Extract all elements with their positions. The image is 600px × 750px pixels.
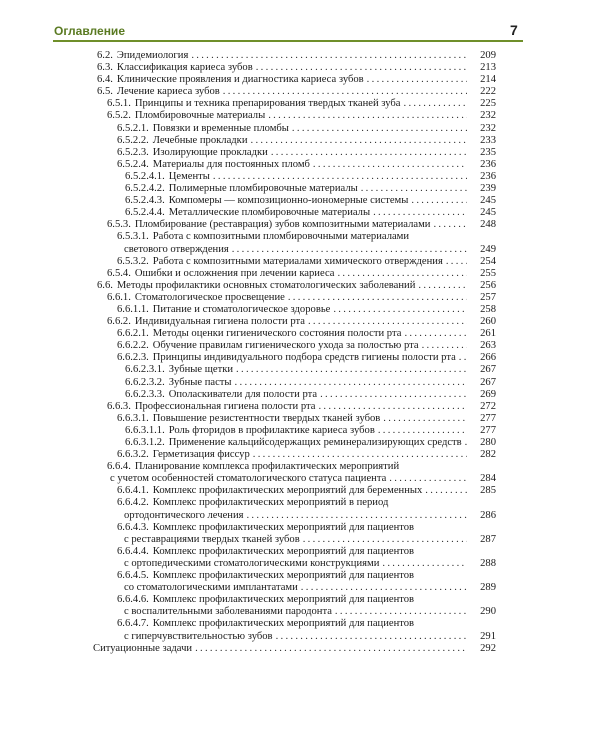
toc-entry[interactable] xyxy=(0,631,600,643)
toc-entry-page: 277 xyxy=(480,424,496,436)
toc-entry-number: 6.5.2.3. xyxy=(117,146,149,158)
toc-leader-dots xyxy=(318,401,467,413)
toc-entry[interactable] xyxy=(0,425,600,437)
toc-leader-dots xyxy=(191,50,467,62)
toc-leader-dots xyxy=(213,171,467,183)
toc-entry-page: 260 xyxy=(480,316,496,328)
toc-entry[interactable] xyxy=(0,437,600,449)
toc-entry-title: Герметизация фиссур xyxy=(152,449,250,461)
toc-entry-title: Пломбирование (реставрация) зубов композитными материалами xyxy=(134,219,431,231)
toc-entry[interactable] xyxy=(0,473,600,485)
toc-leader-dots xyxy=(382,558,467,570)
toc-entry-title: Комплекс профилактических мероприятий для беременных xyxy=(152,485,423,497)
toc-entry[interactable] xyxy=(0,340,600,352)
toc-entry-title: Комплекс профилактических мероприятий для пациентов xyxy=(152,570,415,582)
toc-entry-number: 6.6.3.1. xyxy=(117,412,149,424)
header-page-number: 7 xyxy=(510,22,518,38)
toc-entry[interactable] xyxy=(0,389,600,401)
toc-entry-page: 282 xyxy=(480,449,496,461)
toc-entry-number: 6.6.2.3.3. xyxy=(125,388,165,400)
toc-entry-number: 6.5.3.1. xyxy=(117,231,149,243)
toc-entry[interactable] xyxy=(0,268,600,280)
toc-entry-number: 6.6.2. xyxy=(107,316,131,328)
toc-entry-title: с реставрациями твердых тканей зубов xyxy=(124,533,300,545)
toc-entry-number: 6.6. xyxy=(97,279,113,291)
toc-entry-number: 6.5.4. xyxy=(107,267,131,279)
toc-entry-title: Работа с композитными материалами химического отверждения xyxy=(152,255,443,267)
toc-entry[interactable] xyxy=(0,244,600,256)
toc-entry-title: Лечение кариеса зубов xyxy=(116,86,220,98)
toc-leader-dots xyxy=(425,485,467,497)
toc-entry-page: 284 xyxy=(480,473,496,485)
toc-leader-dots xyxy=(422,340,467,352)
toc-leader-dots xyxy=(459,352,467,364)
toc-entry-page: 239 xyxy=(480,183,496,195)
toc-entry-number: 6.5.2.4.2. xyxy=(125,183,165,195)
toc-entry-page: 258 xyxy=(480,303,496,315)
toc-entry-number: 6.6.2.2. xyxy=(117,340,149,352)
toc-entry[interactable] xyxy=(0,534,600,546)
toc-leader-dots xyxy=(313,159,467,171)
toc-leader-dots xyxy=(337,268,467,280)
toc-entry-number: 6.6.2.3.2. xyxy=(125,376,165,388)
toc-entry-number: 6.6.4.2. xyxy=(117,497,149,509)
toc-entry-page: 232 xyxy=(480,122,496,134)
toc-entry[interactable] xyxy=(0,74,600,86)
toc-entry[interactable] xyxy=(0,522,600,534)
toc-entry-page: 249 xyxy=(480,243,496,255)
toc-entry[interactable] xyxy=(0,98,600,110)
toc-entry-page: 214 xyxy=(480,74,496,86)
toc-entry-number: 6.6.4.3. xyxy=(117,521,149,533)
toc-entry-title: с учетом особенностей стоматологического статуса пациента xyxy=(110,473,387,485)
toc-entry-page: 267 xyxy=(480,376,496,388)
toc-entry-number: 6.6.4.4. xyxy=(117,545,149,557)
toc-entry-title: Стоматологическое просвещение xyxy=(134,291,285,303)
toc-entry-page: 235 xyxy=(480,146,496,158)
toc-entry-number: 6.6.2.3.1. xyxy=(125,364,165,376)
toc-entry-page: 267 xyxy=(480,364,496,376)
toc-entry-title: Комплекс профилактических мероприятий для пациентов xyxy=(152,521,415,533)
toc-leader-dots xyxy=(333,304,467,316)
toc-entry-title: ортодонтического лечения xyxy=(124,509,244,521)
toc-entry-title: Ошибки и осложнения при лечении кариеса xyxy=(134,267,335,279)
toc-entry[interactable] xyxy=(0,401,600,413)
toc-entry-number: 6.6.3.1.1. xyxy=(125,424,165,436)
toc-entry-title: Изолирующие прокладки xyxy=(152,146,268,158)
toc-entry[interactable] xyxy=(0,147,600,159)
toc-entry[interactable] xyxy=(0,328,600,340)
toc-entry-page: 213 xyxy=(480,62,496,74)
toc-entry-page: 232 xyxy=(480,110,496,122)
toc-entry-number: 6.6.4. xyxy=(107,461,131,473)
toc-entry-number: 6.6.4.6. xyxy=(117,594,149,606)
toc-entry-title: Обучение правилам гигиенического ухода за полостью рта xyxy=(152,340,419,352)
toc-leader-dots xyxy=(251,135,468,147)
toc-entry-title: Комплекс профилактических мероприятий в период xyxy=(152,497,389,509)
toc-entry-title: Ситуационные задачи xyxy=(93,642,193,654)
toc-entry-page: 291 xyxy=(480,630,496,642)
toc-entry-title: Планирование комплекса профилактических мероприятий xyxy=(134,461,400,473)
toc-entry-title: с гиперчувствительностью зубов xyxy=(124,630,273,642)
toc-entry-page: 292 xyxy=(480,642,496,654)
toc-entry-title: Методы оценки гигиенического состояния полости рта xyxy=(152,328,402,340)
toc-entry-number: 6.5.2.2. xyxy=(117,134,149,146)
toc-leader-dots xyxy=(235,377,467,389)
toc-entry[interactable] xyxy=(0,643,600,655)
toc-entry[interactable] xyxy=(0,292,600,304)
toc-entry-page: 289 xyxy=(480,582,496,594)
toc-entry-page: 245 xyxy=(480,195,496,207)
toc-leader-dots xyxy=(223,86,467,98)
toc-leader-dots xyxy=(383,413,467,425)
toc-leader-dots xyxy=(256,62,467,74)
toc-leader-dots xyxy=(320,389,467,401)
toc-entry[interactable] xyxy=(0,183,600,195)
toc-entry[interactable] xyxy=(0,364,600,376)
toc-entry-title: Лечебные прокладки xyxy=(152,134,248,146)
toc-entry[interactable] xyxy=(0,207,600,219)
toc-leader-dots xyxy=(433,219,467,231)
toc-leader-dots xyxy=(268,110,467,122)
toc-entry-page: 248 xyxy=(480,219,496,231)
toc-entry-number: 6.3. xyxy=(97,62,113,74)
toc-leader-dots xyxy=(418,280,467,292)
toc-leader-dots xyxy=(404,328,467,340)
toc-entry-title: Комплекс профилактических мероприятий для пациентов xyxy=(152,545,415,557)
header-rule xyxy=(53,40,523,42)
toc-entry-title: Ополаскиватели для полости рта xyxy=(168,388,318,400)
toc-entry[interactable] xyxy=(0,558,600,570)
toc-entry-page: 255 xyxy=(480,267,496,279)
header-title: Оглавление xyxy=(54,24,125,38)
toc-leader-dots xyxy=(404,98,467,110)
toc-leader-dots xyxy=(446,256,467,268)
toc-entry[interactable] xyxy=(0,219,600,231)
toc-entry-title: светового отверждения xyxy=(124,243,229,255)
toc-entry-page: 236 xyxy=(480,170,496,182)
toc-entry[interactable] xyxy=(0,159,600,171)
toc-entry-page: 269 xyxy=(480,388,496,400)
toc-leader-dots xyxy=(271,147,467,159)
toc-entry-title: Компомеры — композиционно-иономерные системы xyxy=(168,195,409,207)
toc-entry[interactable] xyxy=(0,582,600,594)
toc-entry-page: 254 xyxy=(480,255,496,267)
toc-entry[interactable] xyxy=(0,497,600,509)
toc-entry[interactable] xyxy=(0,110,600,122)
toc-entry-page: 287 xyxy=(480,533,496,545)
table-of-contents xyxy=(0,50,600,655)
toc-entry[interactable] xyxy=(0,352,600,364)
toc-entry[interactable] xyxy=(0,86,600,98)
toc-entry-number: 6.5.3.2. xyxy=(117,255,149,267)
toc-entry-title: Работа с композитными пломбировочными материалами xyxy=(152,231,410,243)
toc-entry-number: 6.5.1. xyxy=(107,98,131,110)
toc-entry-page: 256 xyxy=(480,279,496,291)
toc-entry-title: Индивидуальная гигиена полости рта xyxy=(134,316,305,328)
toc-entry-number: 6.6.2.3. xyxy=(117,352,149,364)
toc-leader-dots xyxy=(335,606,467,618)
toc-entry[interactable] xyxy=(0,231,600,243)
toc-entry[interactable] xyxy=(0,449,600,461)
toc-entry-page: 263 xyxy=(480,340,496,352)
toc-entry-number: 6.5. xyxy=(97,86,113,98)
toc-entry[interactable] xyxy=(0,510,600,522)
toc-leader-dots xyxy=(195,643,467,655)
toc-entry-title: Повышение резистентности твердых тканей зубов xyxy=(152,412,381,424)
toc-entry-number: 6.6.4.1. xyxy=(117,485,149,497)
toc-entry-title: Принципы индивидуального подбора средств гигиены полости рта xyxy=(152,352,456,364)
toc-entry[interactable] xyxy=(0,123,600,135)
toc-entry-title: Профессиональная гигиена полости рта xyxy=(134,400,316,412)
toc-entry-title: с воспалительными заболеваниями пародонта xyxy=(124,606,332,618)
toc-entry-number: 6.6.4.7. xyxy=(117,618,149,630)
toc-entry[interactable] xyxy=(0,377,600,389)
toc-entry[interactable] xyxy=(0,50,600,62)
toc-entry[interactable] xyxy=(0,594,600,606)
toc-entry-title: Комплекс профилактических мероприятий для пациентов xyxy=(152,594,415,606)
toc-entry-number: 6.6.3.2. xyxy=(117,449,149,461)
toc-entry-page: 261 xyxy=(480,328,496,340)
toc-entry[interactable] xyxy=(0,280,600,292)
toc-leader-dots xyxy=(301,582,467,594)
toc-leader-dots xyxy=(253,449,467,461)
toc-entry-title: Полимерные пломбировочные материалы xyxy=(168,183,358,195)
toc-leader-dots xyxy=(276,631,467,643)
toc-entry-page: 209 xyxy=(480,50,496,61)
toc-entry-number: 6.5.3. xyxy=(107,219,131,231)
toc-entry[interactable] xyxy=(0,413,600,425)
toc-entry-number: 6.4. xyxy=(97,74,113,86)
toc-entry-number: 6.6.1. xyxy=(107,291,131,303)
toc-entry[interactable] xyxy=(0,461,600,473)
toc-entry[interactable] xyxy=(0,606,600,618)
toc-entry-page: 236 xyxy=(480,158,496,170)
toc-entry[interactable] xyxy=(0,195,600,207)
toc-entry[interactable] xyxy=(0,62,600,74)
toc-entry-page: 288 xyxy=(480,557,496,569)
toc-entry-number: 6.5.2. xyxy=(107,110,131,122)
toc-entry-title: Применение кальцийсодержащих реминерализирующих средств xyxy=(168,437,462,448)
toc-entry[interactable] xyxy=(0,304,600,316)
toc-leader-dots xyxy=(292,123,467,135)
toc-entry[interactable] xyxy=(0,546,600,558)
toc-entry-title: Принципы и техника препарирования твердых тканей зуба xyxy=(134,98,401,110)
toc-entry-number: 6.5.2.4. xyxy=(117,158,149,170)
toc-leader-dots xyxy=(373,207,467,219)
toc-entry-number: 6.5.2.4.3. xyxy=(125,195,165,207)
toc-entry-number: 6.6.4.5. xyxy=(117,570,149,582)
page-header xyxy=(0,0,600,44)
toc-leader-dots xyxy=(303,534,467,546)
toc-entry-page: 222 xyxy=(480,86,496,98)
toc-entry-title: с ортопедическими стоматологическими конструкциями xyxy=(124,557,380,569)
toc-entry-title: Материалы для постоянных пломб xyxy=(152,158,310,170)
toc-leader-dots xyxy=(308,316,467,328)
toc-entry-number: 6.5.2.4.1. xyxy=(125,170,165,182)
toc-entry-title: Комплекс профилактических мероприятий для пациентов xyxy=(152,618,415,630)
toc-entry-page: 272 xyxy=(480,400,496,412)
toc-leader-dots xyxy=(389,473,467,485)
toc-entry-number: 6.5.2.4.4. xyxy=(125,207,165,219)
toc-entry[interactable] xyxy=(0,618,600,630)
toc-entry-page: 286 xyxy=(480,509,496,521)
toc-entry-title: Методы профилактики основных стоматологических заболеваний xyxy=(116,279,416,291)
toc-entry[interactable] xyxy=(0,570,600,582)
toc-entry-number: 6.5.2.1. xyxy=(117,122,149,134)
toc-leader-dots xyxy=(232,244,467,256)
toc-leader-dots xyxy=(378,425,467,437)
toc-entry-page: 285 xyxy=(480,485,496,497)
toc-entry-page: 280 xyxy=(480,437,496,448)
toc-entry-title: Питание и стоматологическое здоровье xyxy=(152,303,331,315)
toc-entry-page: 225 xyxy=(480,98,496,110)
toc-leader-dots xyxy=(236,364,467,376)
toc-entry-number: 6.6.3.1.2. xyxy=(125,437,165,448)
toc-entry-title: Классификация кариеса зубов xyxy=(116,62,253,74)
toc-entry-title: Повязки и временные пломбы xyxy=(152,122,289,134)
toc-entry-number: 6.6.2.1. xyxy=(117,328,149,340)
toc-leader-dots xyxy=(246,510,467,522)
toc-entry-page: 266 xyxy=(480,352,496,364)
toc-entry-title: Зубные щетки xyxy=(168,364,234,376)
toc-leader-dots xyxy=(361,183,467,195)
toc-entry-title: Роль фторидов в профилактике кариеса зубов xyxy=(168,424,375,436)
toc-entry[interactable] xyxy=(0,171,600,183)
toc-entry-title: со стоматологическими имплантатами xyxy=(124,582,298,594)
toc-entry-title: Клинические проявления и диагностика кариеса зубов xyxy=(116,74,364,86)
toc-entry[interactable] xyxy=(0,135,600,147)
toc-entry[interactable] xyxy=(0,256,600,268)
toc-entry-title: Эпидемиология xyxy=(116,50,189,61)
toc-entry-page: 233 xyxy=(480,134,496,146)
toc-entry-page: 257 xyxy=(480,291,496,303)
toc-entry-page: 277 xyxy=(480,412,496,424)
toc-entry-title: Пломбировочные материалы xyxy=(134,110,266,122)
toc-entry-page: 245 xyxy=(480,207,496,219)
toc-leader-dots xyxy=(367,74,467,86)
toc-entry-title: Цементы xyxy=(168,170,210,182)
toc-entry[interactable] xyxy=(0,316,600,328)
toc-leader-dots xyxy=(288,292,467,304)
toc-entry[interactable] xyxy=(0,485,600,497)
toc-leader-dots xyxy=(465,437,470,449)
toc-entry-page: 290 xyxy=(480,606,496,618)
toc-entry-title: Металлические пломбировочные материалы xyxy=(168,207,371,219)
toc-entry-number: 6.2. xyxy=(97,50,113,61)
toc-entry-title: Зубные пасты xyxy=(168,376,232,388)
toc-leader-dots xyxy=(411,195,467,207)
toc-entry-number: 6.6.1.1. xyxy=(117,303,149,315)
toc-entry-number: 6.6.3. xyxy=(107,400,131,412)
